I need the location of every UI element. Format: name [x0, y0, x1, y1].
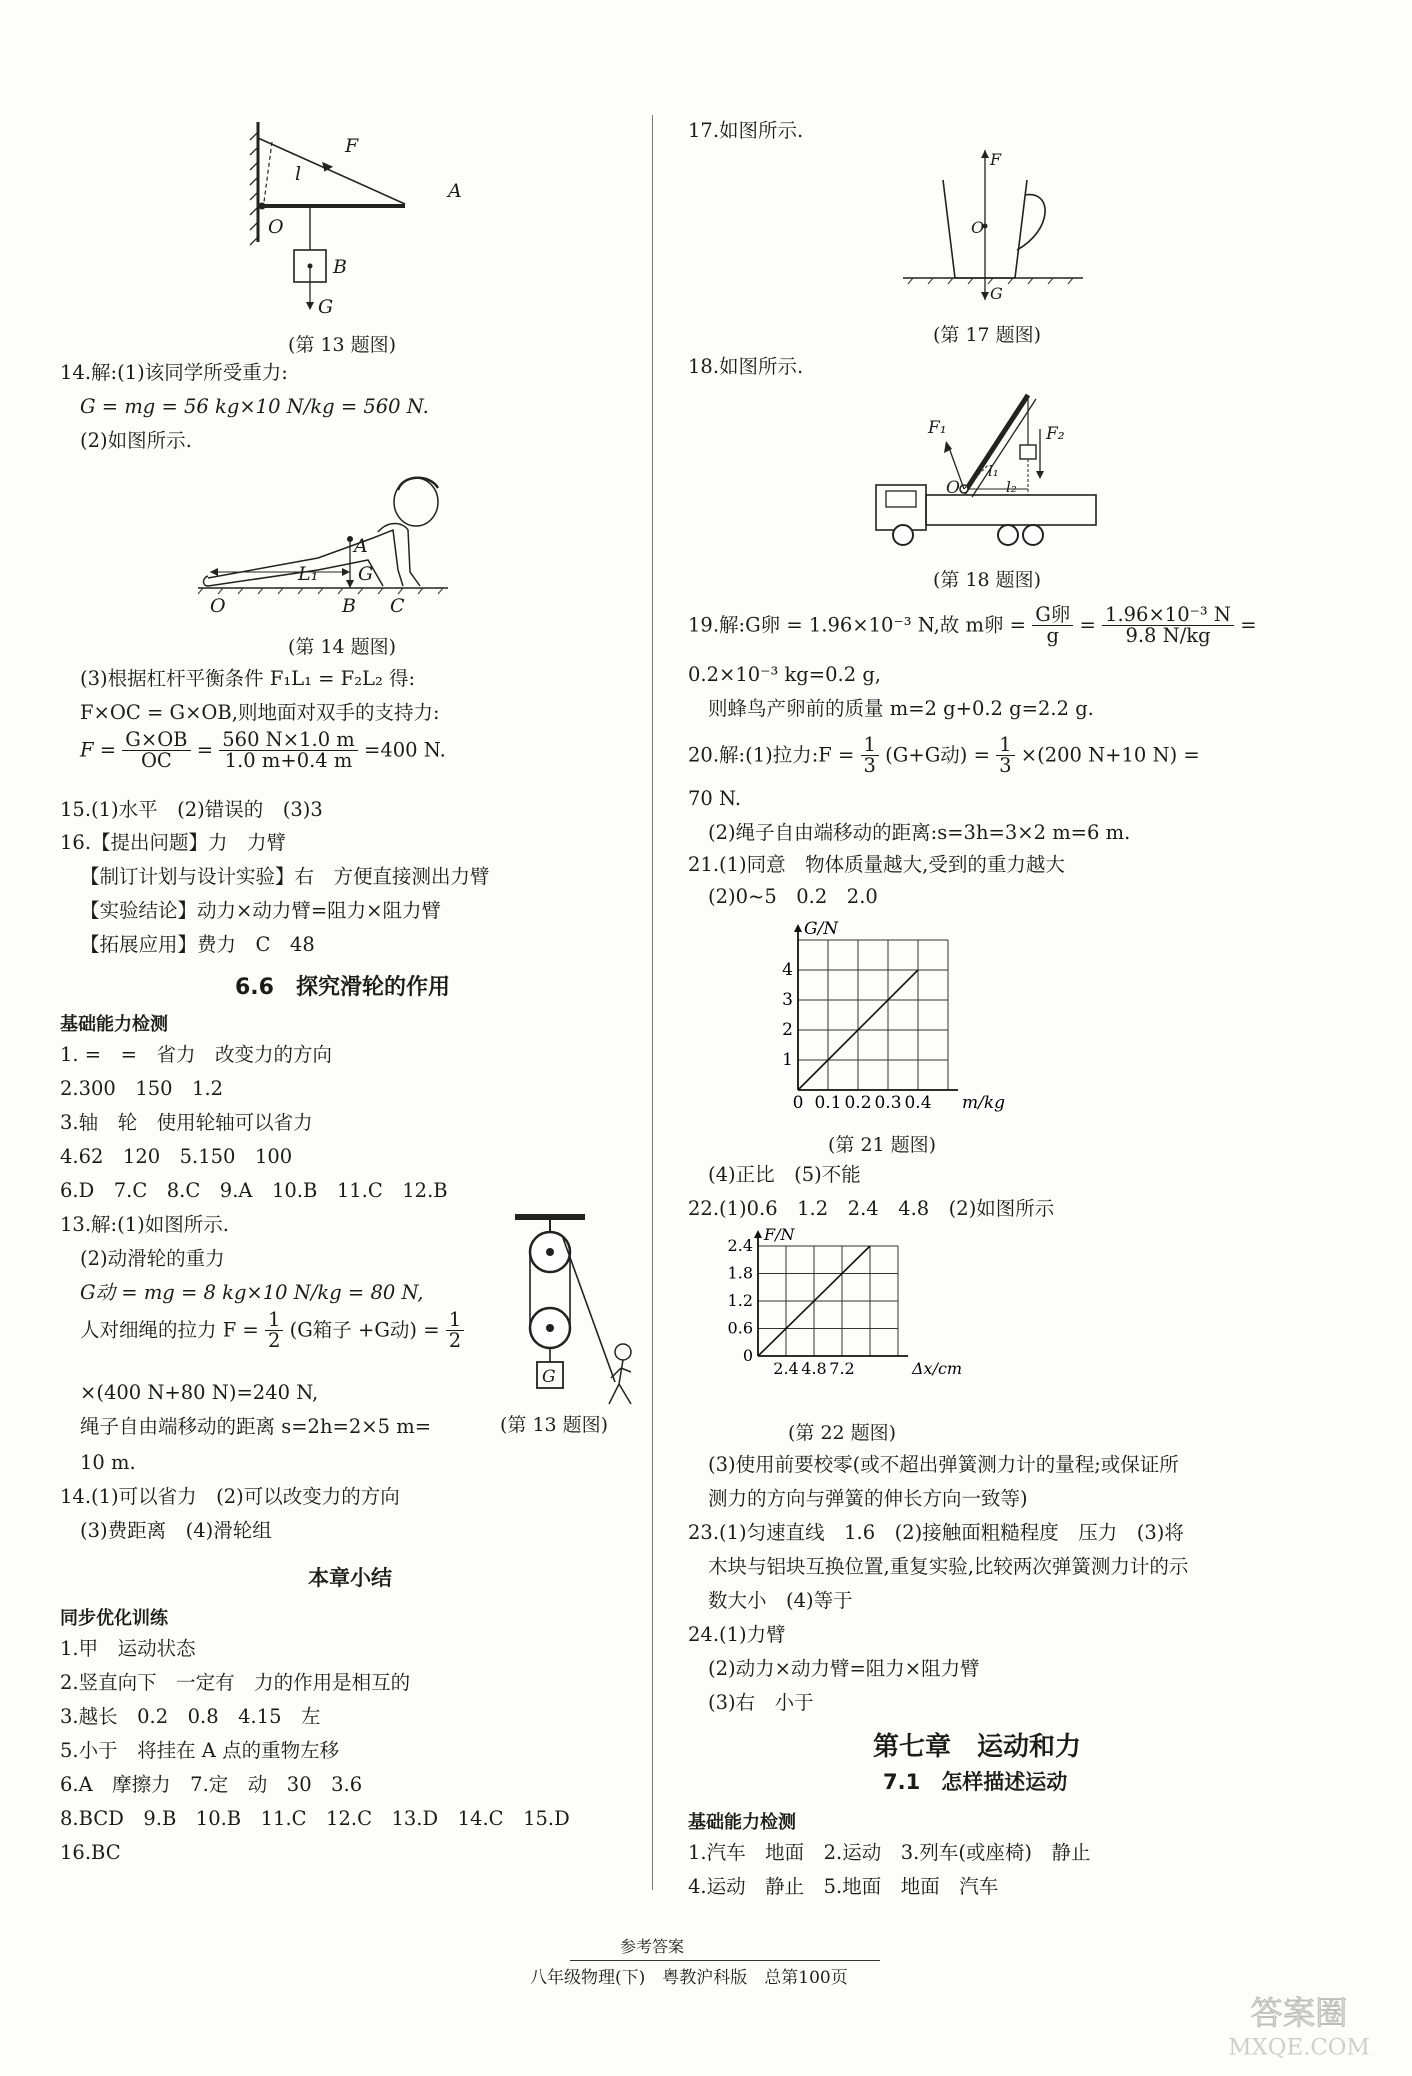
q19-line2: 0.2×10⁻³ kg=0.2 g, — [688, 663, 882, 686]
q22-line3: (3)使用前要校零(或不超出弹簧测力计的量程;或保证所 — [708, 1453, 1179, 1476]
fig14-caption: (第 14 题图) — [288, 636, 397, 658]
chart-22 — [718, 1225, 963, 1386]
x-tick-label: 7.2 — [829, 1359, 855, 1378]
subhead-sync: 同步优化训练 — [60, 1608, 168, 1629]
section-6-6-title: 6.6 探究滑轮的作用 — [235, 975, 450, 1000]
y-axis-arrow — [794, 924, 802, 932]
fig14-label-B: B — [342, 595, 356, 617]
sum-6: 8.BCD 9.B 10.B 11.C 12.C 13.D 14.C 15.D — [60, 1807, 570, 1830]
q19-line1: 19.解:G卵 = 1.96×10⁻³ N,故 m卵 = $\frac{\text{G卵}}{g}$ = $\frac{\text{1.96×10⁻³ N}}{9.8 N/kg}$ = — [688, 603, 1257, 648]
q21-line4: (4)正比 (5)不能 — [708, 1163, 861, 1186]
q16-line3: 【实验结论】动力×动力臂=阻力×阻力臂 — [80, 899, 442, 922]
fig17-label-F: F — [990, 150, 1002, 169]
ans-3: 3.轴 轮 使用轮轴可以省力 — [60, 1111, 313, 1134]
b14-line2: (3)费距离 (4)滑轮组 — [80, 1519, 272, 1542]
fig18-caption: (第 18 题图) — [933, 569, 1042, 591]
b13-line7: 10 m. — [80, 1451, 136, 1474]
chapter-7-title: 第七章 运动和力 — [873, 1732, 1082, 1762]
ch7-ans-2: 4.运动 静止 5.地面 地面 汽车 — [688, 1875, 999, 1898]
b13-line4: 人对细绳的拉力 F = $\frac{1}{2}$ (G箱子 +G动) = $\frac{1}{2}$ — [80, 1310, 464, 1352]
q23-line2: 木块与铝块互换位置,重复实验,比较两次弹簧测力计的示 — [708, 1555, 1189, 1578]
q17: 17.如图所示. — [688, 119, 804, 142]
fig17-caption: (第 17 题图) — [933, 324, 1042, 346]
column-divider — [652, 115, 653, 1890]
fig14-label-G: G — [358, 563, 374, 585]
chart22-caption: (第 22 题图) — [788, 1422, 897, 1444]
q24-line2: (2)动力×动力臂=阻力×阻力臂 — [708, 1657, 980, 1680]
q22-line4: 测力的方向与弹簧的伸长方向一致等) — [708, 1487, 1028, 1510]
sum-7: 16.BC — [60, 1841, 121, 1864]
sum-3: 3.越长 0.2 0.8 4.15 左 — [60, 1705, 321, 1728]
y-tick-label: 3 — [782, 990, 793, 1010]
q14-line2: G = mg = 56 kg×10 N/kg = 560 N. — [80, 395, 429, 418]
b13-line3: G动 = mg = 8 kg×10 N/kg = 80 N, — [80, 1281, 424, 1304]
y-tick-label: 2.4 — [727, 1236, 753, 1255]
fig13-label-F: F — [345, 135, 359, 157]
ans-1: 1. = = 省力 改变力的方向 — [60, 1043, 332, 1066]
sum-2: 2.竖直向下 一定有 力的作用是相互的 — [60, 1671, 411, 1694]
x-tick-label: 0.3 — [874, 1093, 902, 1113]
fig14-label-L1: L₁ — [298, 563, 319, 585]
q19-line3: 则蜂鸟产卵前的质量 m=2 g+0.2 g=2.2 g. — [708, 697, 1094, 720]
fig13b-caption: (第 13 题图) — [500, 1414, 609, 1436]
figure-13-lever — [250, 112, 510, 312]
origin-label: 0 — [742, 1346, 753, 1365]
fig13-label-l: l — [295, 163, 302, 185]
y-tick-label: 1 — [782, 1050, 793, 1070]
footer-rule — [570, 1960, 880, 1961]
q14-title: 14.解:(1)该同学所受重力: — [60, 361, 288, 384]
q21-line2: (2)0~5 0.2 2.0 — [708, 885, 878, 908]
section-7-1-title: 7.1 怎样描述运动 — [883, 1770, 1068, 1794]
q22-line1: 22.(1)0.6 1.2 2.4 4.8 (2)如图所示 — [688, 1197, 1055, 1220]
figure-17-cup — [903, 150, 1103, 300]
q24-line1: 24.(1)力臂 — [688, 1623, 786, 1646]
fig13-label-B: B — [333, 256, 347, 278]
q14-line5: F×OC = G×OB,则地面对双手的支持力: — [80, 701, 440, 724]
fig14-label-C: C — [390, 595, 405, 617]
fig18-label-O: O — [946, 478, 960, 498]
q20-line3: (2)绳子自由端移动的距离:s=3h=3×2 m=6 m. — [708, 821, 1131, 844]
fig13b-label-G: G — [542, 1367, 556, 1387]
x-axis-label: m/kg — [962, 1093, 1006, 1113]
b13-line2: (2)动滑轮的重力 — [80, 1247, 225, 1270]
q20-line1: 20.解:(1)拉力:F = $\frac{1}{3}$ (G+G动) = $\frac{1}{3}$ ×(200 N+10 N) = — [688, 733, 1200, 778]
sum-5: 6.A 摩擦力 7.定 动 30 3.6 — [60, 1773, 363, 1796]
q23-line3: 数大小 (4)等于 — [708, 1589, 853, 1612]
fig14-label-O: O — [210, 595, 226, 617]
q14-line4: (3)根据杠杆平衡条件 F₁L₁ = F₂L₂ 得: — [80, 667, 416, 690]
x-tick-label: 2.4 — [773, 1359, 799, 1378]
x-tick-label: 0 — [792, 1093, 804, 1113]
figure-13-pulley — [505, 1212, 645, 1412]
q16-line4: 【拓展应用】费力 C 48 — [80, 933, 315, 956]
q21-line1: 21.(1)同意 物体质量越大,受到的重力越大 — [688, 853, 1065, 876]
q23-line1: 23.(1)匀速直线 1.6 (2)接触面粗糙程度 压力 (3)将 — [688, 1521, 1184, 1544]
q16-line2: 【制订计划与设计实验】右 方便直接测出力臂 — [80, 865, 490, 888]
q24-line3: (3)右 小于 — [708, 1691, 814, 1714]
ch7-ans-1: 1.汽车 地面 2.运动 3.列车(或座椅) 静止 — [688, 1841, 1091, 1864]
chapter-summary-title: 本章小结 — [308, 1566, 392, 1590]
b13-line1: 13.解:(1)如图所示. — [60, 1213, 229, 1236]
y-tick-label: 2 — [782, 1020, 793, 1040]
sum-1: 1.甲 运动状态 — [60, 1637, 196, 1660]
watermark-logo — [1204, 1988, 1394, 2064]
fig18-label-l1: l₁ — [988, 462, 999, 480]
y-tick-label: 1.8 — [727, 1263, 753, 1283]
fig13-caption: (第 13 题图) — [288, 334, 397, 356]
q14-formula: F = $\frac{G\times OB}{OC}$ = $\frac{560 N\times 1.0 m}{1.0 m+0.4 m}$ =400 N. — [80, 728, 446, 773]
x-tick-label: 4.8 — [801, 1359, 827, 1378]
y-tick-label: 1.2 — [727, 1291, 753, 1310]
subhead-basic-1: 基础能力检测 — [60, 1014, 168, 1035]
b13-line6: 绳子自由端移动的距离 s=2h=2×5 m= — [80, 1415, 432, 1438]
chart21-caption: (第 21 题图) — [828, 1134, 937, 1156]
footer-page-info: 八年级物理(下) 粤教沪科版 总第100页 — [530, 1968, 848, 1988]
x-tick-label: 0.4 — [904, 1093, 932, 1113]
fig17-label-G: G — [990, 284, 1003, 303]
x-axis-label: Δx/cm — [912, 1359, 963, 1378]
q15: 15.(1)水平 (2)错误的 (3)3 — [60, 798, 323, 821]
fig13-label-O: O — [268, 216, 284, 238]
y-axis-label: G/N — [804, 919, 839, 939]
ans-4: 4.62 120 5.150 100 — [60, 1145, 293, 1168]
b13-line5: ×(400 N+80 N)=240 N, — [80, 1381, 319, 1404]
watermark-text-1: 答案圈 — [1250, 1994, 1348, 2033]
x-tick-label: 0.1 — [814, 1093, 842, 1113]
y-tick-label: 0.6 — [727, 1318, 753, 1338]
figure-14-pushup — [198, 460, 468, 620]
sum-4: 5.小于 将挂在 A 点的重物左移 — [60, 1739, 340, 1762]
q14-line3: (2)如图所示. — [80, 429, 192, 452]
fig13-label-G: G — [318, 296, 334, 318]
q18: 18.如图所示. — [688, 355, 804, 378]
y-axis-arrow — [754, 1230, 762, 1238]
subhead-basic-2: 基础能力检测 — [688, 1812, 796, 1833]
ans-2: 2.300 150 1.2 — [60, 1077, 224, 1100]
y-tick-label: 4 — [782, 960, 793, 980]
fig17-label-O: O — [971, 218, 985, 237]
fig18-label-F1: F₁ — [928, 418, 947, 438]
footer-title: 参考答案 — [620, 1937, 685, 1956]
fig18-label-l2: l₂ — [1006, 478, 1017, 496]
x-tick-label: 0.2 — [844, 1093, 872, 1113]
q16-line1: 16.【提出问题】力 力臂 — [60, 831, 287, 854]
fig18-label-F2: F₂ — [1046, 424, 1065, 444]
watermark-text-2: MXQE.COM — [1228, 2034, 1370, 2061]
y-axis-label: F/N — [764, 1225, 795, 1244]
ans-5: 6.D 7.C 8.C 9.A 10.B 11.C 12.B — [60, 1179, 448, 1202]
q20-line2: 70 N. — [688, 787, 742, 810]
chart-21 — [758, 915, 1006, 1113]
fig14-label-A: A — [354, 535, 368, 557]
b14-line1: 14.(1)可以省力 (2)可以改变力的方向 — [60, 1485, 400, 1508]
fig13-label-A: A — [448, 180, 462, 202]
